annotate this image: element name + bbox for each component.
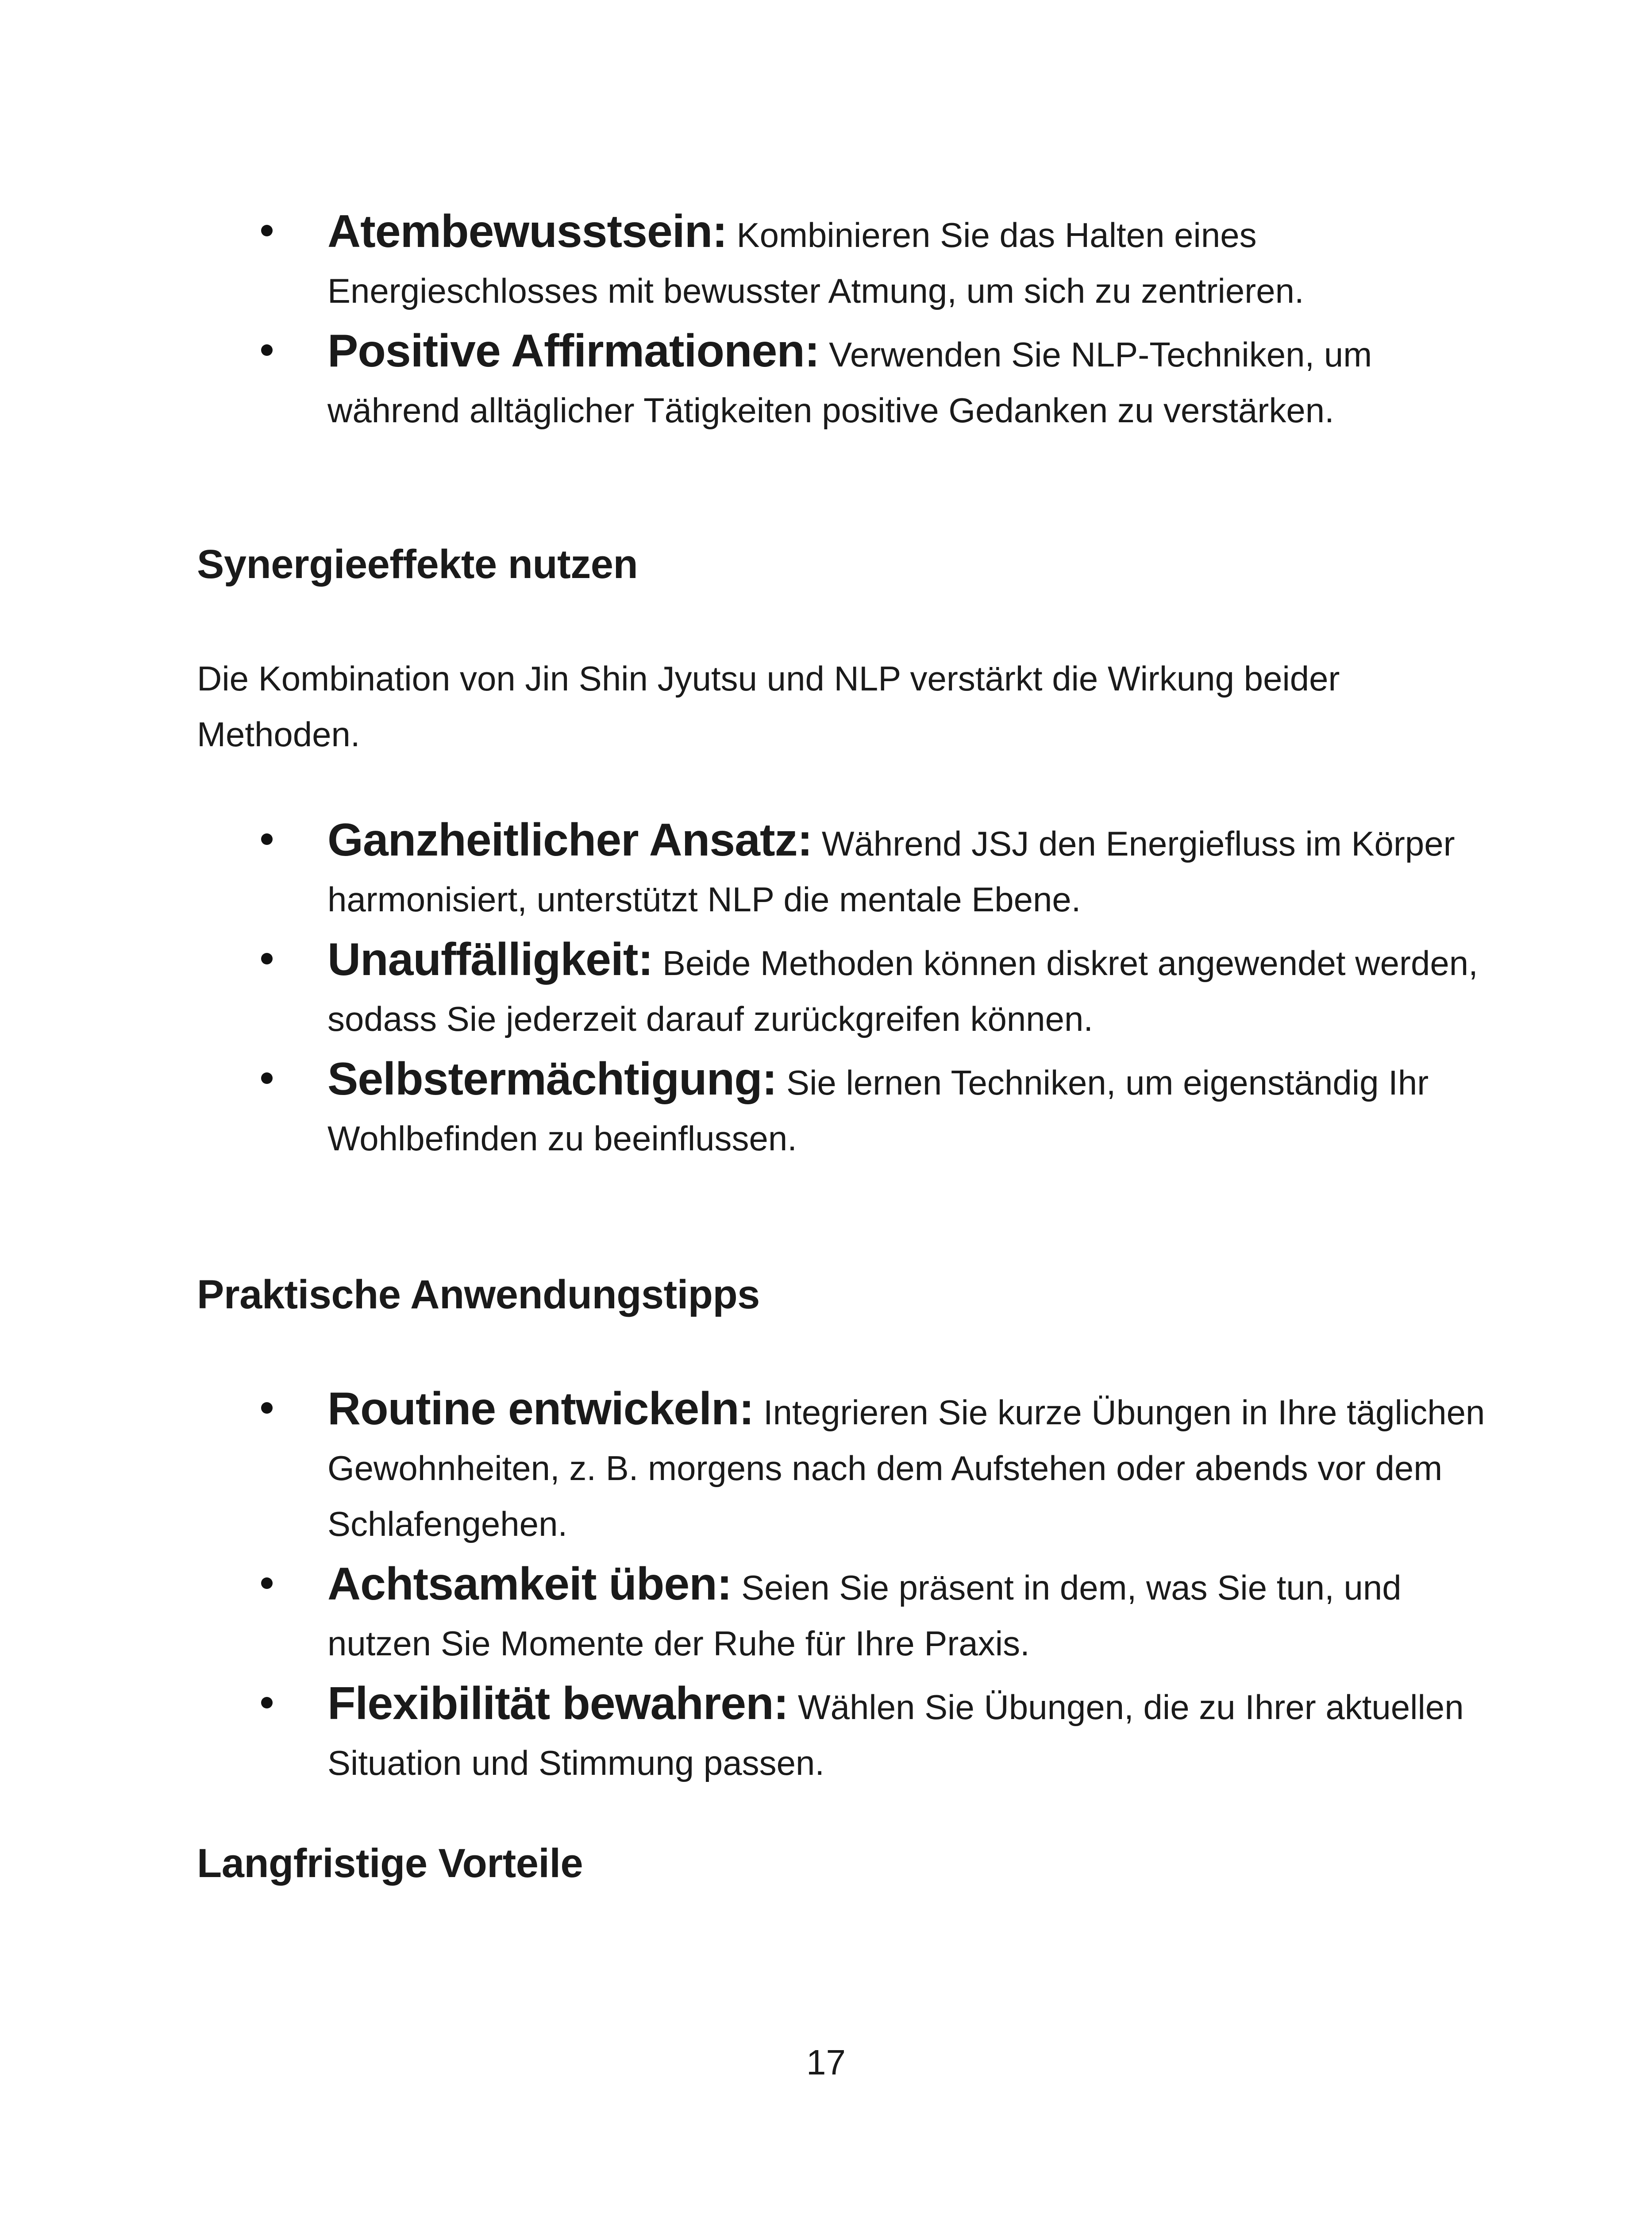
list-item-term: Unauffälligkeit:: [327, 934, 653, 985]
list-item: [248, 1051, 1487, 1166]
section-heading-synergy: Synergieeffekte nutzen: [197, 542, 638, 587]
section-heading-benefits: Langfristige Vorteile: [197, 1841, 583, 1886]
list-item: [248, 323, 1487, 438]
list-item-text: Während JSJ den Energiefluss im Körper harmonisiert, unterstützt NLP die mentale Ebene.: [327, 824, 1455, 919]
bullet-icon: [261, 1697, 273, 1708]
list-item-term: Routine entwickeln:: [327, 1383, 754, 1434]
list-item-text: Kombinieren Sie das Halten eines Energieschlosses mit bewusster Atmung, um sich zu zentrieren.: [327, 216, 1304, 310]
list-item-term: Positive Affirmationen:: [327, 325, 820, 377]
bullet-icon: [261, 953, 273, 964]
bullet-icon: [261, 344, 273, 356]
bullet-icon: [261, 833, 273, 845]
bullet-list-synergy: [248, 812, 1487, 1171]
list-item-text: Wählen Sie Übungen, die zu Ihrer aktuellen Situation und Stimmung passen.: [327, 1688, 1464, 1782]
list-item: [248, 932, 1487, 1047]
list-item: [248, 1381, 1487, 1552]
list-item-text: Integrieren Sie kurze Übungen in Ihre täglichen Gewohnheiten, z. B. morgens nach dem Aufstehen oder abends vor dem Schlafengehen.: [327, 1393, 1485, 1543]
list-item-text: Sie lernen Techniken, um eigenständig Ihr Wohlbefinden zu beeinflussen.: [327, 1063, 1429, 1158]
list-item-term: Ganzheitlicher Ansatz:: [327, 814, 813, 866]
list-item-text: Beide Methoden können diskret angewendet werden, sodass Sie jederzeit darauf zurückgreifen können.: [327, 944, 1478, 1038]
list-item: [248, 1676, 1487, 1791]
bullet-list-techniques: [248, 204, 1487, 443]
list-item-term: Atembewusstsein:: [327, 206, 727, 257]
list-item: [248, 204, 1487, 319]
bullet-icon: [261, 1402, 273, 1414]
section-paragraph: Die Kombination von Jin Shin Jyutsu und NLP verstärkt die Wirkung beider Methoden.: [197, 659, 1340, 754]
list-item-term: Flexibilität bewahren:: [327, 1678, 789, 1729]
list-item-text: Seien Sie präsent in dem, was Sie tun, und nutzen Sie Momente der Ruhe für Ihre Praxis.: [327, 1568, 1402, 1663]
list-item-text: Verwenden Sie NLP-Techniken, um während alltäglicher Tätigkeiten positive Gedanken zu verstärken.: [327, 335, 1372, 430]
list-item-term: Achtsamkeit üben:: [327, 1558, 732, 1610]
bullet-list-tips: [248, 1381, 1487, 1795]
bullet-icon: [261, 225, 273, 236]
list-item: [248, 1556, 1487, 1671]
section-heading-tips: Praktische Anwendungstipps: [197, 1272, 760, 1317]
page-number: 17: [806, 2043, 846, 2082]
list-item: [248, 812, 1487, 927]
bullet-icon: [261, 1072, 273, 1084]
bullet-icon: [261, 1577, 273, 1589]
list-item-term: Selbstermächtigung:: [327, 1053, 777, 1105]
